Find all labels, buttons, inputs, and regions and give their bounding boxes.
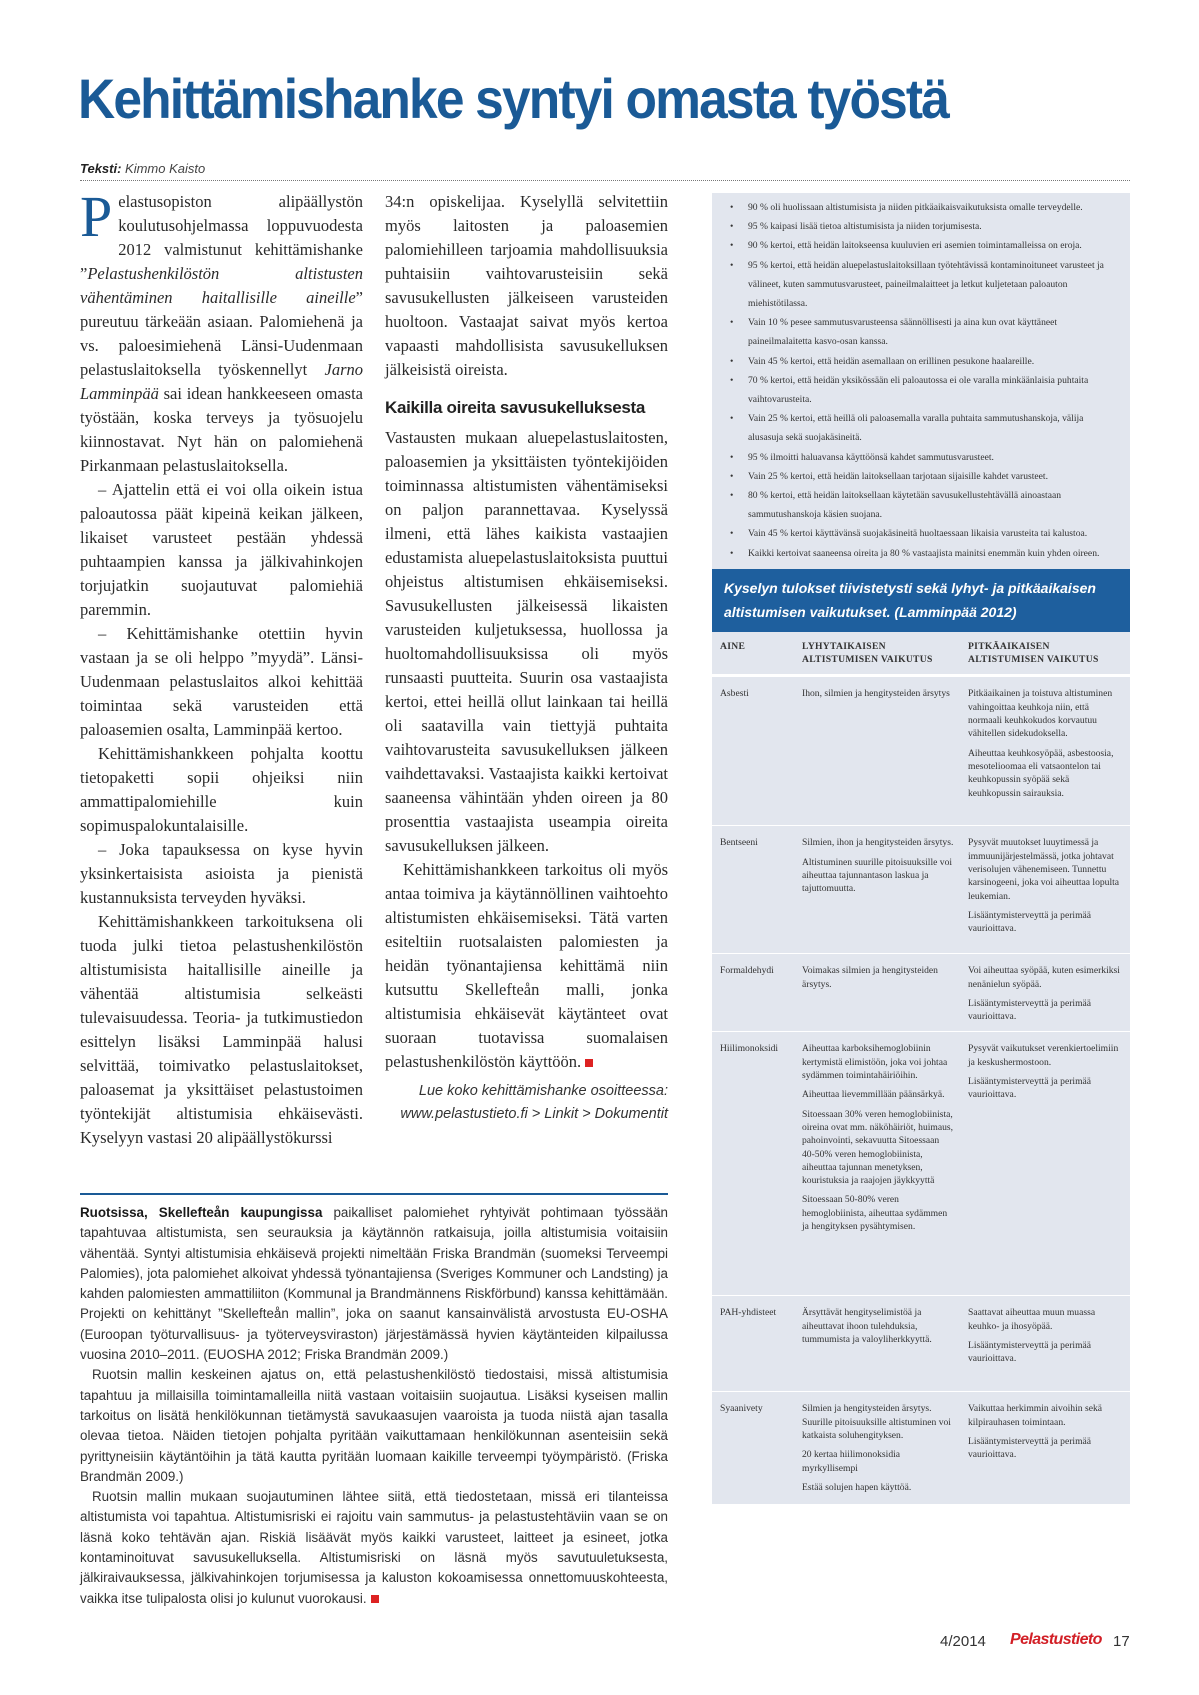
box-divider bbox=[80, 1193, 668, 1195]
cell-aine: Asbesti bbox=[712, 676, 794, 826]
subheading: Kaikilla oireita savusukelluksesta bbox=[385, 398, 646, 417]
paragraph-4: Kehittämishankkeen pohjalta koottu tietopaketti sopii ohjeiksi niin ammattipalomiehille kuin sopimuspalokuntalaisille. bbox=[80, 744, 363, 835]
cell-text: Lisääntymisterveyttä ja perimää vaurioittava. bbox=[968, 1340, 1092, 1365]
table-row bbox=[712, 1032, 1130, 1296]
page-footer bbox=[930, 1630, 1135, 1652]
header-aine: AINE bbox=[712, 632, 794, 676]
sweden-box bbox=[80, 1203, 668, 1609]
paragraph-1-text-b: ” pureutuu tärkeään asiaan. Palomiehenä ja vs. paloesimiehenä Länsi-Uudenmaan pelastuslaitoksella työskennellyt bbox=[80, 288, 363, 379]
magazine-logo: Pelastustieto bbox=[1010, 1631, 1102, 1648]
cell-pitka bbox=[960, 1296, 1130, 1392]
cell-text: Sitoessaan 50-80% veren hemoglobiinista, aiheuttaa sydämmen ja hengityksen pysähtymisen. bbox=[802, 1194, 948, 1233]
cell-pitka bbox=[960, 954, 1130, 1032]
survey-bullet: • 95 % kaipasi lisää tietoa altistumisista ja niiden torjumisesta. bbox=[726, 217, 1118, 236]
project-title: Pelastushenkilöstön altistusten vähentäminen haitallisille aineille bbox=[80, 264, 363, 307]
survey-bullet: • Vain 45 % kertoi, että heidän asemallaan on erillinen pesukone haalareille. bbox=[726, 352, 1118, 371]
cell-text: Vaikuttaa herkimmin aivoihin sekä kilpirauhasen toimintaan. bbox=[968, 1403, 1103, 1428]
cell-lyhyt bbox=[794, 1296, 960, 1392]
survey-sidebar bbox=[712, 193, 1130, 1504]
cell-pitka bbox=[960, 1032, 1130, 1296]
survey-bullet: • 95 % kertoi, että heidän aluepelastuslaitoksillaan työtehtävissä kontaminoituneet varusteet ja välineet, kuten sammutusvarusteet, paineilmalaitteet ja letkut kuljetetaan paloauton miehistötilassa. bbox=[726, 256, 1118, 314]
sweden-paragraph-3-text: Ruotsin mallin mukaan suojautuminen lähtee siitä, että tiedostetaan, missä eri tilanteissa altistumista voi tapahtua. Altistumisriski ei rajoitu vain sammutus- ja pelastustehtäviin vaan se on läsnä koko tehtävän ajan. Riskiä lisäävät myös kaikki varusteet, laitteet ja esineet, jotka kontaminoituvat savusukelluksella. Altistumisriski on läsnä myös savutuuletuksesta, jälkiraivauksessa, jälkivahinkojen torjumisessa ja kaluston kokoamisessa onnettomuuskohteesta, vaikka itse tulipalosta olisi jo kulunut vuorokausi. bbox=[80, 1489, 668, 1606]
cell-text: Silmien ja hengitysteiden ärsytys. Suurille pitoisuuksille altistuminen voi katkaista soluhengityksen. bbox=[802, 1403, 951, 1442]
cell-lyhyt bbox=[794, 954, 960, 1032]
sweden-paragraph-2: Ruotsin mallin keskeinen ajatus on, että pelastushenkilöstö tiedostaisi, missä altistumisia tapahtuu ja millaisilla toimintamalleilla niitä vastaan voitaisiin suojautua. Lisäksi kyseisen mallin tarkoitus on lisätä henkilökunnan tietämystä savukaasujen vaaroista ja tuoda niistä ajan tasalla olevaa tietoa. Näiden tietojen pohjalta pyritään vaikuttamaan henkilökunnan asenteisiin sekä pyrittyneisiin käytäntöihin ja tätä kautta pyritään luomaan kaikille terveempi työympäristö. (Friska Brandmän 2009.) bbox=[80, 1367, 668, 1484]
sweden-paragraph-1 bbox=[80, 1203, 668, 1365]
paragraph-6: Kehittämishankkeen tarkoituksena oli tuoda julki tietoa pelastushenkilöstön altistumisista haitallisille aineille ja vähentää altistumisia selkeästi tulevaisuudessa. Teoria- ja tutkimustiedon esittelyn lisäksi Lamminpää halusi selvittää, toimivatko pelastuslaitokset, paloasemat ja yksittäiset pelastustoimen työntekijät altistumisia ehkäisevästi. Kyselyyn vastasi 20 alipäällystökurssi bbox=[80, 912, 363, 1147]
table-row bbox=[712, 826, 1130, 954]
survey-bullet: • Vain 45 % kertoi käyttävänsä suojakäsineitä huoltaessaan likaisia varusteita tai kalustoa. bbox=[726, 524, 1118, 543]
cell-text: Ärsyttävät hengityselimistöä ja aiheuttavat ihoon tulehduksia, tummumista ja valoyliherkkyyttä. bbox=[802, 1307, 932, 1346]
cell-text: Lisääntymisterveyttä ja perimää vaurioittava. bbox=[968, 1076, 1092, 1101]
cell-text: Ihon, silmien ja hengitysteiden ärsytys bbox=[802, 688, 950, 700]
survey-bullet: • 90 % oli huolissaan altistumisista ja niiden pitkäaikaisvaikutuksista omalle terveydelle. bbox=[726, 198, 1118, 217]
byline bbox=[80, 161, 1130, 181]
cell-pitka bbox=[960, 826, 1130, 954]
cell-aine: PAH-yhdisteet bbox=[712, 1296, 794, 1392]
cell-text: Lisääntymisterveyttä ja perimää vaurioittava. bbox=[968, 909, 1092, 935]
table-row bbox=[712, 1296, 1130, 1392]
cell-lyhyt bbox=[794, 826, 960, 954]
article-title: Kehittämishanke syntyi omasta työstä bbox=[78, 67, 949, 130]
read-more bbox=[385, 1080, 668, 1126]
table-row bbox=[712, 676, 1130, 826]
paragraph-5: – Joka tapauksessa on kyse hyvin yksinkertaisista asioista ja pienistä kustannuksista terveyden hyväksi. bbox=[80, 840, 363, 907]
cell-text: Altistuminen suurille pitoisuuksille voi aiheuttaa tajunnantason laskua ja tajuttomuutta. bbox=[802, 856, 953, 895]
paragraph-8-text: Kehittämishankkeen tarkoitus oli myös antaa toimiva ja käytännöllinen vaihtoehto altistumisten ehkäisemiseksi. Tätä varten esiteltiin ruotsalaisten palomiesten ja heidän työnantajiensa kehittämä niin kutsuttu Skellefteån malli, jonka altistumisia ehkäisevät käytänteet ovat suoraan tuotavissa suomalaisen pelastushenkilöstön käyttöön. bbox=[385, 860, 668, 1071]
survey-bullet: • Kaikki kertoivat saaneensa oireita ja 80 % vastaajista mainitsi enemmän kuin yhden oireen. bbox=[726, 544, 1118, 563]
byline-author: Kimmo Kaisto bbox=[125, 161, 206, 176]
cell-lyhyt bbox=[794, 1032, 960, 1296]
cell-lyhyt bbox=[794, 1392, 960, 1504]
survey-bullet: • 80 % kertoi, että heidän laitoksellaan käytetään savusukellustehtävällä ainoastaan sammutushanskoja käsien suojana. bbox=[726, 486, 1118, 524]
table-row bbox=[712, 1392, 1130, 1504]
paragraph-1-text-c: sai idean hankkeeseen omasta työstään, koska terveys ja työsuojelu kiinnostavat. Nyt hän on palomiehenä Pirkanmaan pelastuslaitoksella. bbox=[80, 384, 363, 475]
survey-bullet: • Vain 25 % kertoi, että heidän laitoksellaan tarjotaan sijaisille kahdet varusteet. bbox=[726, 467, 1118, 486]
cell-text: Pitkäaikainen ja toistuva altistuminen vahingoittaa keuhkoja niin, että normaali keuhkokudos korvautuu vähitellen sidekudoksella. bbox=[968, 688, 1113, 740]
byline-label: Teksti: bbox=[80, 161, 122, 176]
header-lyhytaikainen: LYHYTAIKAISEN ALTISTUMISEN VAIKUTUS bbox=[794, 632, 960, 676]
paragraph-8 bbox=[385, 858, 668, 1074]
cell-text: Pysyvät vaikutukset verenkiertoelimiin ja keskushermostoon. bbox=[968, 1043, 1119, 1068]
table-row bbox=[712, 954, 1130, 1032]
survey-bullet: • 95 % ilmoitti haluavansa käyttöönsä kahdet sammutusvarusteet. bbox=[726, 448, 1118, 467]
cell-text: Sitoessaan 30% veren hemoglobiinista, oireina ovat mm. näköhäiriöt, huimaus, pahoinvointi, sekavuutta Sitoessaan 40-50% veren hemoglobiinista, aiheuttaa tajunnan menetyksen, kouristuksia ja raajojen jäykkyyttä bbox=[802, 1108, 954, 1187]
cell-text: Aiheuttaa karboksihemoglobiinin kertymistä elimistöön, joka voi johtaa sydämmen toimintahäiriöihin. bbox=[802, 1043, 948, 1082]
cell-aine: Bentseeni bbox=[712, 826, 794, 954]
cell-text: Saattavat aiheuttaa muun muassa keuhko- ja ihosyöpää. bbox=[968, 1307, 1096, 1332]
survey-bullet: • 70 % kertoi, että heidän yksikössään eli paloautossa ei ole varalla minkäänlaisia puhtaita vaihtovarusteita. bbox=[726, 371, 1118, 409]
cell-text: Silmien, ihon ja hengitysteiden ärsytys. bbox=[802, 837, 954, 849]
cell-lyhyt bbox=[794, 676, 960, 826]
sweden-paragraph-1-text: paikalliset palomiehet ryhtyivät pohtimaan työssään tapahtuvaa altistumista, sen seurauksia ja käytännön ratkaisuja, joilla altistumisia voitaisiin vähentää. Syntyi altistumisia ehkäisevä projekti nimeltään Friska Brandmän (suomeksi Terveempi Palomies), jota palomiehet alkoivat yhdessä työnantajiensa (Sveriges Kommuner och Landsting) ja kahden palomiesten ammattiliiton (Kommunal ja Brandmännens Riskförbund) kanssa kehittämään. Projekti on kehittänyt ”Skellefteån mallin”, joka on saanut kansainvälistä arvostusta EU-OSHA (Euroopan työturvallisuus- ja työterveysviraston) järjestämässä hyvien käytänteiden kilpailussa vuosina 2010–2011. (EUOSHA 2012; Friska Brandmän 2009.) bbox=[80, 1205, 668, 1363]
survey-bullet: • Vain 25 % kertoi, että heillä oli paloasemalla varalla puhtaita sammutushanskoja, välija alusasuja sekä suojakäsineitä. bbox=[726, 409, 1118, 447]
cell-text: Lisääntymisterveyttä ja perimää vaurioittava. bbox=[968, 998, 1092, 1023]
read-more-link[interactable]: www.pelastustieto.fi > Linkit > Dokumentit bbox=[400, 1106, 668, 1122]
cell-text: Aiheuttaa keuhkosyöpää, asbestoosia, mesotelioomaa eli vatsaontelon tai keuhkopussin syöpää sekä keuhkopussin sairauksia. bbox=[968, 747, 1114, 799]
read-more-label: Lue koko kehittämishanke osoitteessa: bbox=[418, 1083, 668, 1099]
exposure-table bbox=[712, 632, 1130, 1504]
cell-aine: Formaldehydi bbox=[712, 954, 794, 1032]
survey-bullet: • 90 % kertoi, että heidän laitokseensa kuuluvien eri asemien toimintamalleissa on eroja. bbox=[726, 236, 1118, 255]
survey-bullet: • Vain 10 % pesee sammutusvarusteensa säännöllisesti ja aina kun ovat käyttäneet paineilmalaitetta kasvo-osan kanssa. bbox=[726, 313, 1118, 351]
cell-text: Voi aiheuttaa syöpää, kuten esimerkiksi nenänielun syöpää. bbox=[968, 965, 1120, 990]
end-mark-icon bbox=[585, 1059, 593, 1067]
table-body bbox=[712, 676, 1130, 1504]
survey-bullet-list bbox=[712, 193, 1130, 569]
cell-text: Aiheuttaa lievemmillään päänsärkyä. bbox=[802, 1089, 945, 1101]
paragraph-1 bbox=[80, 184, 363, 478]
article-column-1 bbox=[80, 184, 363, 1150]
cell-text: 20 kertaa hiilimonoksidia myrkyllisempi bbox=[802, 1449, 901, 1474]
paragraph-2: – Ajattelin että ei voi olla oikein istua paloautossa päät kipeinä keikan jälkeen, likaiset varusteet pestään yhdessä puhtaampien kanssa ja jälkivahinkojen torjujatkin suojautuvat palomiehiä paremmin. bbox=[80, 480, 363, 619]
header-pitkaaikainen: PITKÄAIKAISEN ALTISTUMISEN VAIKUTUS bbox=[960, 632, 1130, 676]
article-column-2 bbox=[385, 190, 668, 1126]
page-number: 17 bbox=[1113, 1633, 1130, 1650]
cell-text: Lisääntymisterveyttä ja perimää vaurioittava. bbox=[968, 1436, 1092, 1461]
paragraph-7: Vastausten mukaan aluepelastuslaitosten, paloasemien ja yksittäisten työntekijöiden toiminnassa altistumisten vähentämiseksi on paljon parannettavaa. Kyselyssä ilmeni, että lähes kaikista vastaajien edustamista aluepelastuslaitoksista puuttui ohjeistus altistumisen ehkäisemiseksi. Savusukellusten jälkeisessä likaisten varusteiden kuljetuksessa, huollossa ja huoltomahdollisuuksissa oli myös runsaasti puutteita. Suurin osa vastaajista kertoi, ettei heillä ollut lainkaan tai heillä oli saatavilla vain tiettyjä puhtaita vaihtovarusteita savusukelluksen jälkeen vaihdettavaksi. Vastaajista kaikki kertoivat saaneensa vähintään yhden oireen ja 80 prosenttia vastaajista useampia oireita savusukelluksen jälkeen. bbox=[385, 428, 668, 855]
paragraph-3: – Kehittämishanke otettiin hyvin vastaan ja se oli helppo ”myydä”. Länsi-Uudenmaan pelastuslaitos alkoi kehittää toimintaa sekä varusteiden että paloasemien osalta, Lamminpää kertoo. bbox=[80, 624, 363, 739]
end-mark-icon bbox=[371, 1595, 379, 1603]
table-caption: Kyselyn tulokset tiivistetysti sekä lyhyt- ja pitkäaikaisen altistumisen vaikutukset. (Lamminpää 2012) bbox=[712, 569, 1130, 632]
cell-text: Estää solujen hapen käyttöä. bbox=[802, 1481, 912, 1493]
person-name: Jarno Lamminpää bbox=[80, 360, 363, 403]
cell-pitka bbox=[960, 1392, 1130, 1504]
cell-aine: Hiilimonoksidi bbox=[712, 1032, 794, 1296]
sweden-paragraph-3 bbox=[80, 1487, 668, 1609]
cell-aine: Syaanivety bbox=[712, 1392, 794, 1504]
sweden-lead: Ruotsissa, Skellefteån kaupungissa bbox=[80, 1205, 323, 1220]
cell-text: Voimakas silmien ja hengitysteiden ärsytys. bbox=[802, 965, 938, 990]
paragraph-6-continued: 34:n opiskelijaa. Kyselyllä selvitettiin myös laitosten ja paloasemien palomiehilleen tarjoamia mahdollisuuksia puhtaisiin vaihtovarusteisiin sekä savusukellusten jälkeiseen varusteiden huoltoon. Vastaajat saivat myös kertoa vapaasti mahdollisista savusukelluksen jälkeisistä oireista. bbox=[385, 192, 668, 379]
paragraph-1-text-a: elastusopiston alipäällystön koulutusohjelmassa loppuvuodesta 2012 valmistunut kehittämishanke ” bbox=[80, 192, 363, 283]
issue-number: 4/2014 bbox=[940, 1633, 986, 1650]
cell-pitka bbox=[960, 676, 1130, 826]
cell-text: Pysyvät muutokset luuytimessä ja immuunijärjestelmässä, jotka johtavat verisolujen vähenemiseen. Tunnettu karsinogeeni, joka voi aiheuttaa lopulta leukemian. bbox=[968, 837, 1120, 902]
table-header-row bbox=[712, 632, 1130, 676]
drop-cap: P bbox=[80, 184, 113, 249]
